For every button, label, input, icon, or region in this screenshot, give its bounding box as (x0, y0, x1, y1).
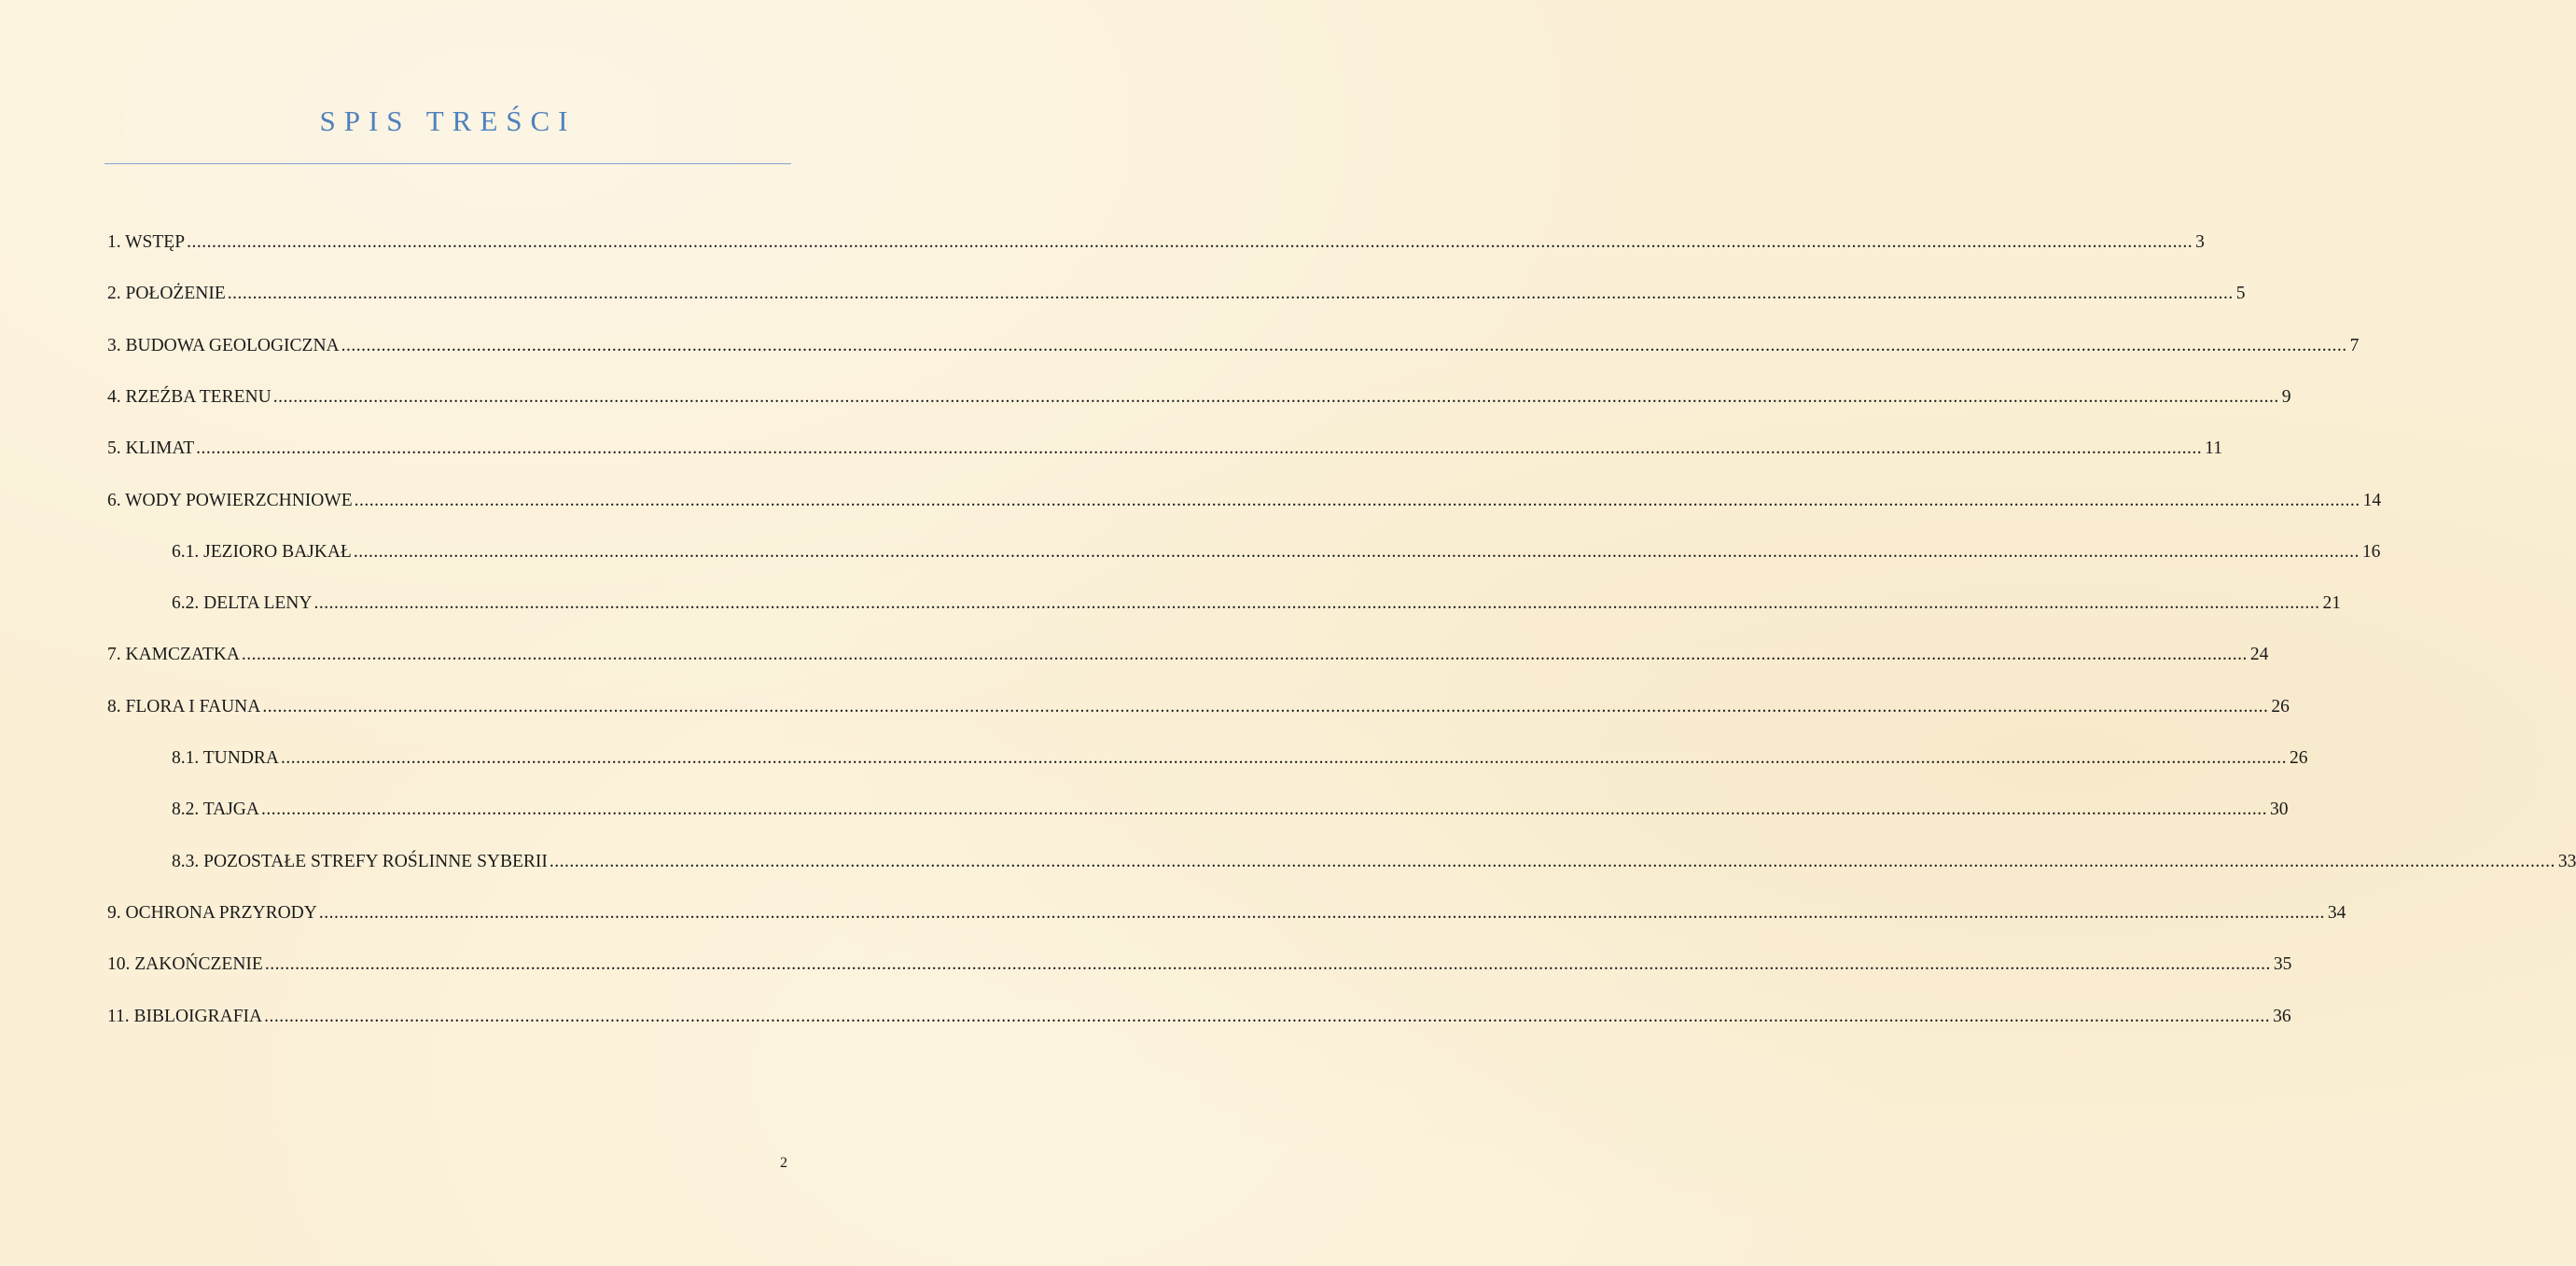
toc-entry-page: 16 (2361, 541, 2381, 562)
toc-entry-label: 3. BUDOWA GEOLOGICZNA (107, 335, 340, 355)
toc-dot-leader: ................................................................................................................................................................................................................................................................................................................................................................................................................ (264, 954, 2271, 975)
toc-entry-page: 14 (2362, 490, 2382, 510)
toc-entry-page: 30 (2269, 800, 2289, 820)
toc-entry-page: 5 (2235, 284, 2246, 304)
page-number: 2 (780, 1155, 787, 1171)
toc-entry[interactable] (0, 230, 2205, 255)
toc-entry[interactable] (0, 437, 2222, 461)
toc-entry-label: 1. WSTĘP (107, 232, 186, 252)
toc-entry-page: 7 (2349, 335, 2360, 355)
toc-entry-label: 6. WODY POWIERZCHNIOWE (107, 490, 353, 510)
toc-entry-label: 6.2. DELTA LENY (172, 593, 313, 614)
toc-entry[interactable] (0, 850, 2576, 874)
toc-entry-page: 35 (2273, 954, 2292, 975)
title-underline (104, 163, 791, 164)
toc-dot-leader: ................................................................................................................................................................................................................................................................................................................................................................................................................ (281, 748, 2288, 768)
toc-entry[interactable] (0, 334, 2360, 358)
toc-dot-leader: ................................................................................................................................................................................................................................................................................................................................................................................................................ (260, 800, 2267, 820)
toc-dot-leader: ................................................................................................................................................................................................................................................................................................................................................................................................................ (262, 696, 2269, 716)
toc-entry[interactable] (0, 798, 2289, 822)
toc-entry-page: 3 (2195, 232, 2205, 252)
toc-entry-label: 11. BIBLOIGRAFIA (107, 1006, 263, 1026)
toc-dot-leader: ................................................................................................................................................................................................................................................................................................................................................................................................................ (227, 284, 2234, 304)
toc-entry-page: 21 (2322, 593, 2341, 614)
toc-entry[interactable] (0, 540, 2381, 564)
toc-dot-leader: ................................................................................................................................................................................................................................................................................................................................................................................................................ (272, 386, 2279, 407)
toc-entry-page: 26 (2290, 748, 2308, 768)
toc-entry-label: 7. KAMCZATKA (107, 645, 240, 665)
toc-entry-page: 34 (2327, 902, 2346, 923)
toc-entry-label: 2. POŁOŻENIE (107, 284, 226, 304)
toc-entry-label: 5. KLIMAT (107, 438, 195, 459)
toc-entry-label: 8.3. POZOSTAŁE STREFY ROŚLINNE SYBERII (172, 851, 548, 871)
toc-entry[interactable] (0, 643, 2269, 667)
toc-entry[interactable] (0, 901, 2346, 925)
toc-dot-leader: ................................................................................................................................................................................................................................................................................................................................................................................................................ (318, 902, 2325, 923)
toc-entry-label: 10. ZAKOŃCZENIE (107, 954, 263, 975)
toc-entry-page: 11 (2205, 438, 2222, 459)
toc-entry-label: 8. FLORA I FAUNA (107, 696, 261, 716)
toc-dot-leader: ................................................................................................................................................................................................................................................................................................................................................................................................................ (187, 232, 2193, 252)
toc-entry[interactable] (0, 489, 2382, 513)
toc-dot-leader: ................................................................................................................................................................................................................................................................................................................................................................................................................ (549, 851, 2555, 871)
toc-entry-label: 4. RZEŹBA TERENU (107, 386, 272, 407)
toc-entry[interactable] (0, 1005, 2291, 1029)
toc-dot-leader: ................................................................................................................................................................................................................................................................................................................................................................................................................ (341, 335, 2347, 355)
toc-entry-page: 9 (2281, 386, 2291, 407)
toc-dot-leader: ................................................................................................................................................................................................................................................................................................................................................................................................................ (353, 541, 2360, 562)
toc-entry-page: 36 (2273, 1006, 2291, 1026)
toc-entry-label: 8.1. TUNDRA (172, 748, 280, 768)
page-title: SPIS TREŚCI (319, 104, 577, 137)
toc-entry[interactable] (0, 746, 2308, 771)
toc-entry[interactable] (0, 385, 2291, 410)
toc-dot-leader: ................................................................................................................................................................................................................................................................................................................................................................................................................ (196, 438, 2203, 459)
toc-entry-page: 26 (2271, 696, 2290, 716)
toc-entry-label: 8.2. TAJGA (172, 800, 259, 820)
toc-entry-label: 9. OCHRONA PRZYRODY (107, 902, 317, 923)
toc-entry-page: 33 (2557, 851, 2576, 871)
toc-entry[interactable] (0, 282, 2246, 306)
toc-entry[interactable] (0, 953, 2292, 977)
toc-dot-leader: ................................................................................................................................................................................................................................................................................................................................................................................................................ (313, 593, 2320, 614)
toc-dot-leader: ................................................................................................................................................................................................................................................................................................................................................................................................................ (241, 645, 2248, 665)
toc-entry-label: 6.1. JEZIORO BAJKAŁ (172, 541, 352, 562)
toc-dot-leader: ................................................................................................................................................................................................................................................................................................................................................................................................................ (354, 490, 2360, 510)
toc-entry-page: 24 (2249, 645, 2269, 665)
toc-entry[interactable] (0, 591, 2341, 616)
toc-dot-leader: ................................................................................................................................................................................................................................................................................................................................................................................................................ (264, 1006, 2271, 1026)
toc-entry[interactable] (0, 695, 2290, 719)
